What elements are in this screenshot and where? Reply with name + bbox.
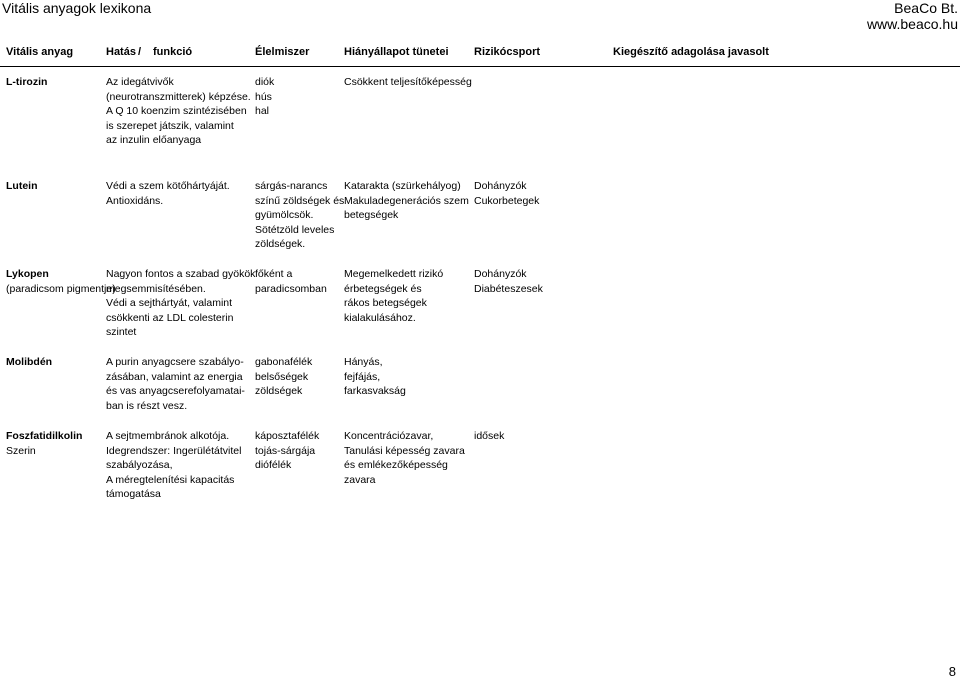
row-symptoms-ltirozin: Csökkent teljesítőképesség	[344, 76, 472, 88]
col-vital-substance: Vitális anyag	[6, 46, 74, 58]
row-food-molibden: gabonafélék belsőségek zöldségek	[255, 356, 313, 398]
company-name: BeaCo Bt.	[894, 0, 958, 16]
row-name2-szerin: Szerin	[6, 445, 36, 457]
row-symptoms-foszfatidilkolin: Koncentrációzavar, Tanulási képesség zavara és emlékezőképesség zavara	[344, 430, 465, 486]
column-header-row	[0, 44, 960, 64]
row-risk-lykopen: Dohányzók Diabéteszesek	[474, 268, 543, 295]
row-symptoms-lykopen: Megemelkedett rizikó érbetegségek és rákos betegségek kialakulásához.	[344, 268, 444, 324]
row-symptoms-lutein: Katarakta (szürkehályog) Makuladegenerációs szem betegségek	[344, 180, 469, 222]
row-food-lutein: sárgás-narancs színű zöldségek és gyümölcsök. Sötétzöld leveles zöldségek.	[255, 180, 345, 251]
row-symptoms-molibden: Hányás, fejfájás, farkasvakság	[344, 356, 406, 398]
row-food-ltirozin: diók hús hal	[255, 76, 275, 118]
row-name2-lykopen: (paradicsom pigmentje)	[6, 283, 116, 295]
row-food-lykopen: főként a paradicsomban	[255, 268, 327, 295]
row-risk-foszfatidilkolin: idősek	[474, 430, 505, 442]
col-risk-group: Rizikócsport	[474, 46, 541, 58]
row-name-ltirozin: L-tirozin	[6, 76, 48, 88]
col-food: Élelmiszer	[255, 46, 310, 58]
row-food-foszfatidilkolin: káposztafélék tojás-sárgája diófélék	[255, 430, 320, 472]
row-risk-lutein: Dohányzók Cukorbetegek	[474, 180, 540, 207]
row-effect-lykopen: Nagyon fontos a szabad gyökök megsemmisítésében. Védi a sejthártyát, valamint csökkenti az LDL colesterin szintet	[106, 268, 256, 339]
row-name-lutein: Lutein	[6, 180, 38, 192]
document-title: Vitális anyagok lexikona	[2, 0, 152, 16]
row-effect-foszfatidilkolin: A sejtmembránok alkotója. Idegrendszer: Ingerülétátvitel szabályozása, A méregtelenítési kapacitás támogatása	[106, 430, 242, 501]
row-effect-lutein: Védi a szem kötőhártyáját. Antioxidáns.	[106, 180, 230, 207]
row-effect-ltirozin: Az idegátvivők (neurotranszmitterek) képzése. A Q 10 koenzim szintézisében is szerepet játszik, valamint az inzulin előanyaga	[106, 76, 251, 147]
row-name-lykopen: Lykopen	[6, 268, 49, 280]
company-block	[867, 0, 958, 32]
row-name-foszfatidilkolin: Foszfatidilkolin	[6, 430, 83, 442]
row-effect-molibden: A purin anyagcsere szabályo- zásában, valamint az energia és vas anyagcserefolyamatai- ban is részt vesz.	[106, 356, 245, 412]
page-number: 8	[948, 664, 956, 679]
col-symptoms: Hiányállapot tünetei	[344, 46, 449, 58]
header-rule	[0, 66, 960, 67]
company-website: www.beaco.hu	[866, 16, 958, 32]
col-separator: /	[138, 46, 142, 58]
col-supplement: Kiegészítő adagolása javasolt	[613, 46, 769, 58]
col-effect: Hatás	[106, 46, 136, 58]
col-function: funkció	[153, 46, 193, 58]
row-name-molibden: Molibdén	[6, 356, 53, 368]
